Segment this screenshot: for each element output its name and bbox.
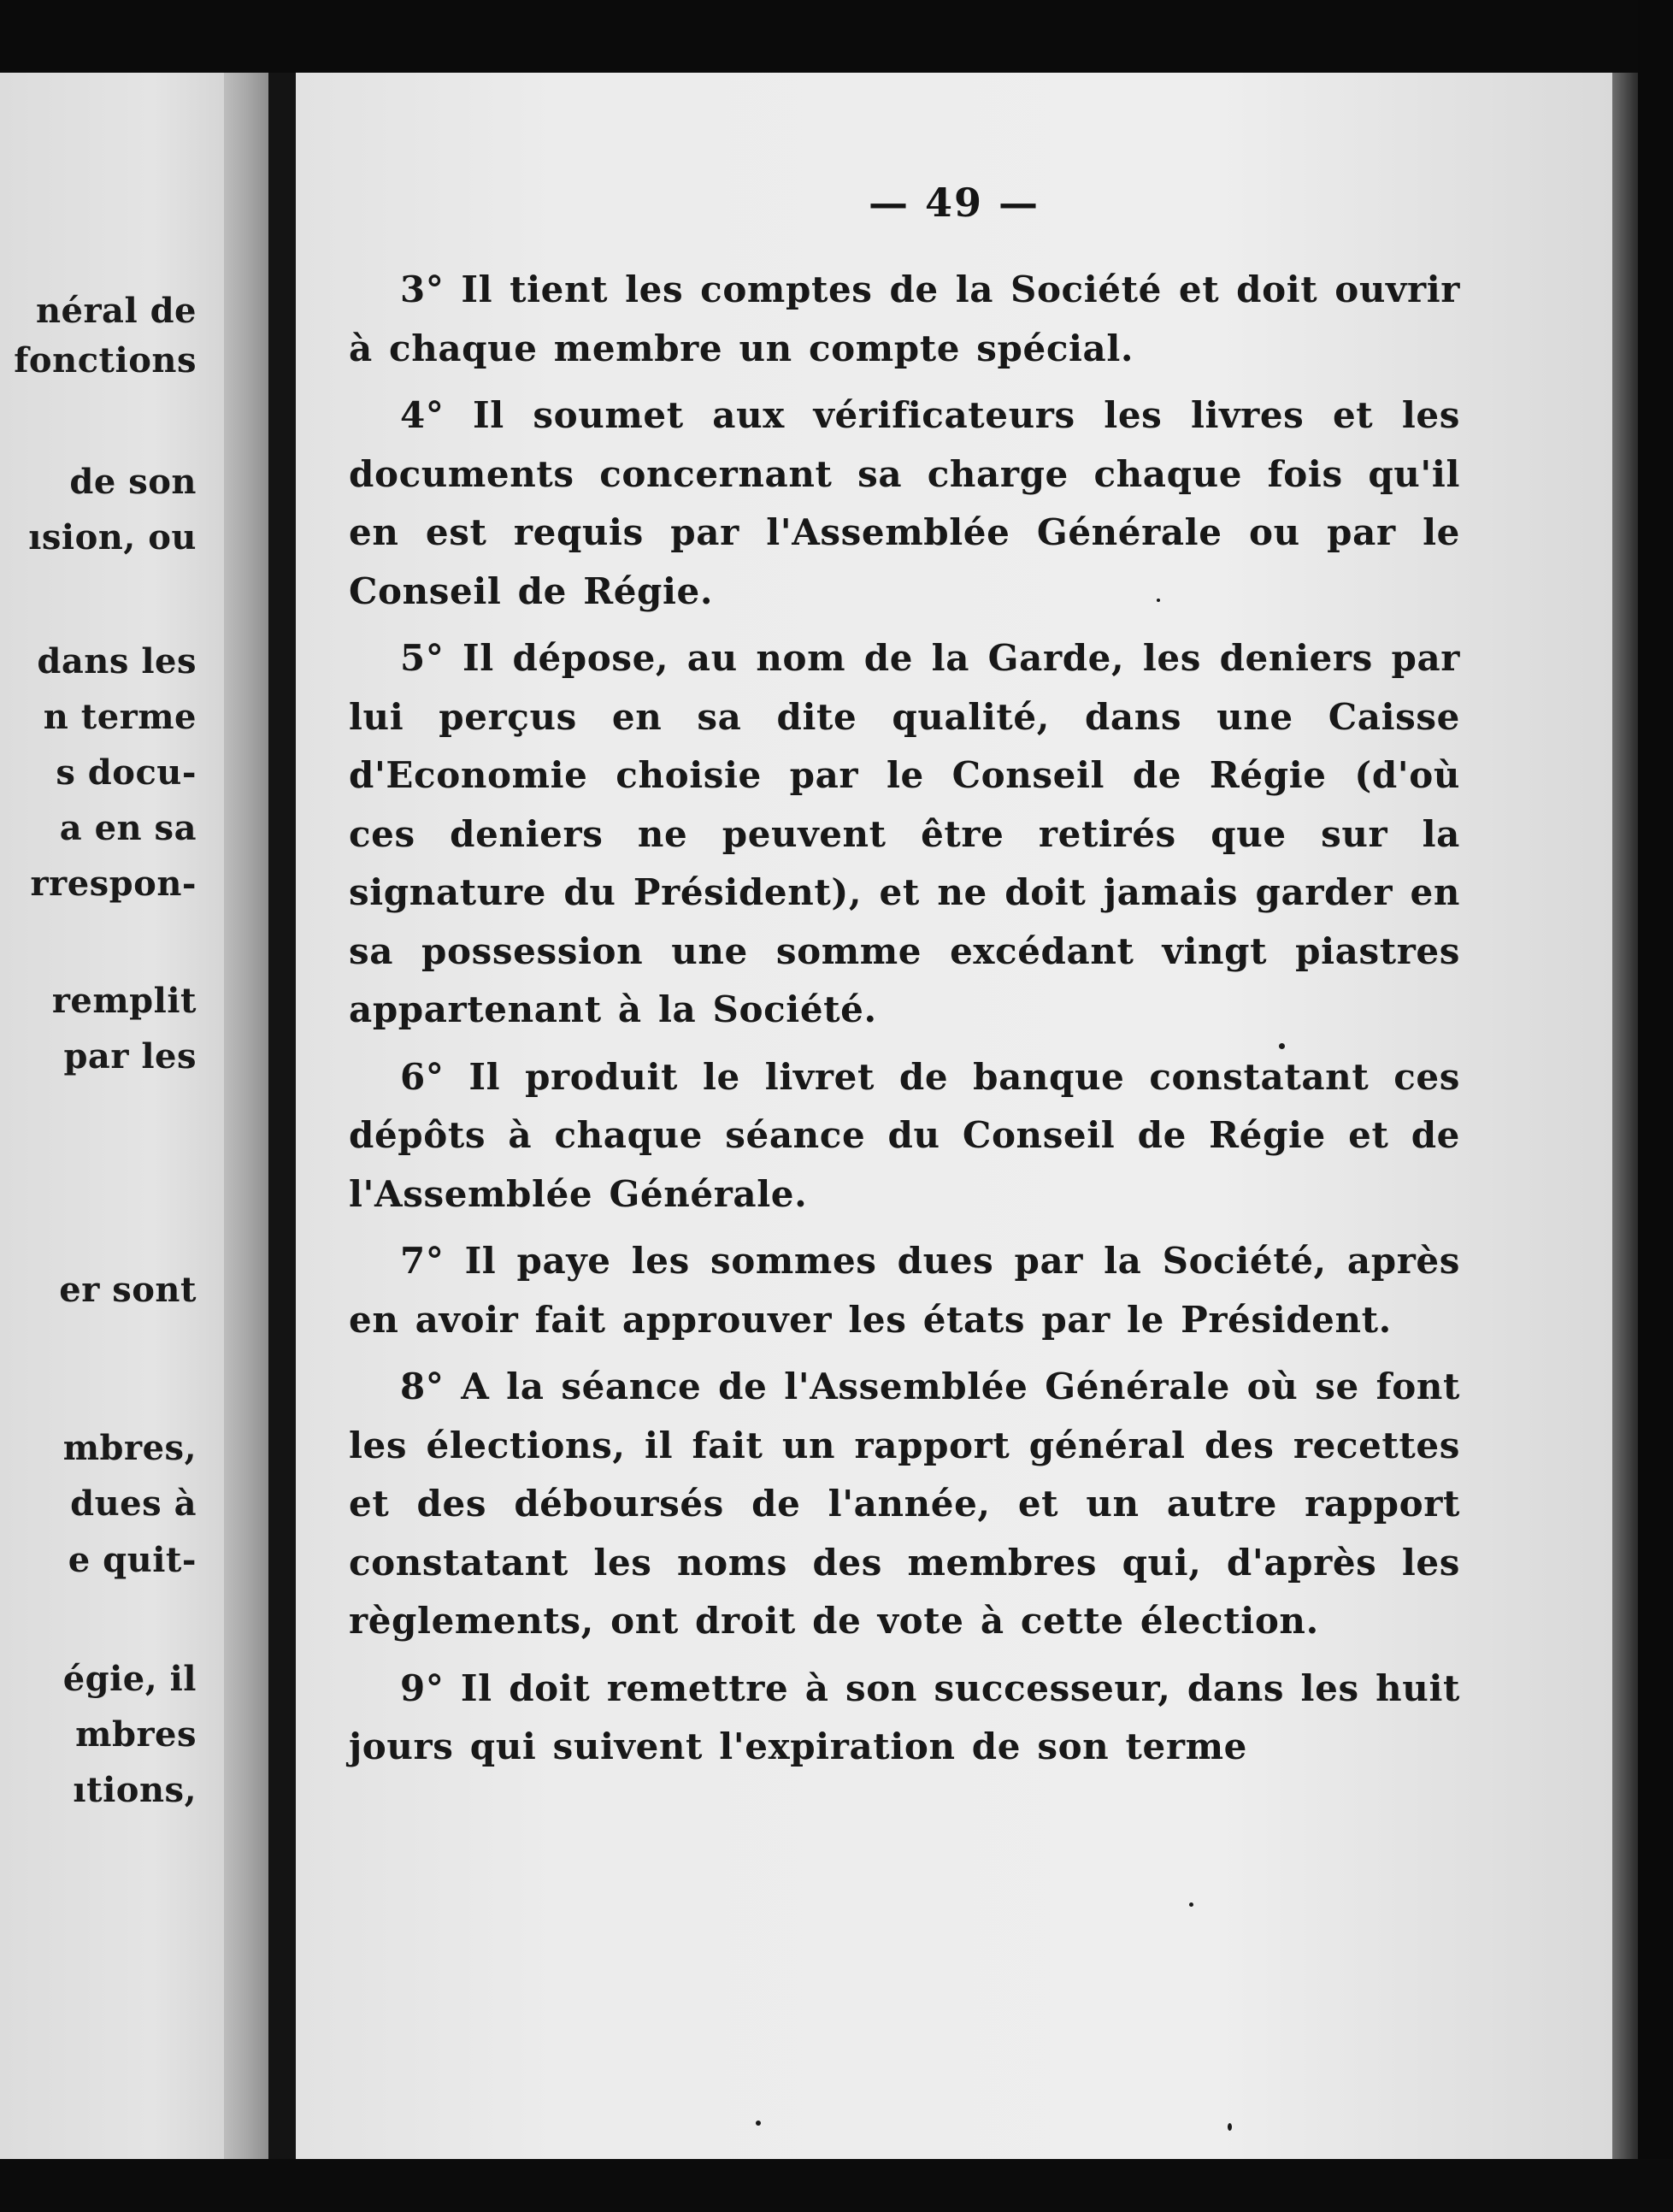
dust-speck (1228, 2123, 1232, 2131)
left-line: mbres, (62, 1428, 197, 1468)
left-line: ıtions, (73, 1770, 197, 1810)
right-scan-border (1638, 0, 1673, 2212)
main-page (296, 73, 1612, 2159)
left-line: s docu- (56, 752, 197, 793)
left-line: rrespon- (30, 864, 197, 904)
left-line: néral de (35, 291, 197, 331)
left-page-lines (0, 73, 197, 2159)
left-line: e quit- (68, 1540, 197, 1580)
paragraph-8: 8° A la séance de l'Assemblée Générale où se font les élections, il fait un rapport général des recettes et des déboursés de l'année, et un autre rapport constatant les noms des membres qui, d'après les règlements, ont droit de vote à cette élection. (349, 1366, 1460, 1642)
article-body (349, 261, 1460, 1785)
left-line: de son (69, 462, 197, 502)
paragraph-6: 6° Il produit le livret de banque constatant ces dépôts à chaque séance du Conseil de Régie et de l'Assemblée Générale. (349, 1055, 1460, 1215)
left-line: er sont (59, 1270, 197, 1310)
paragraph-9: 9° Il doit remettre à son successeur, dans les huit jours qui suivent l'expiration de son terme (349, 1666, 1460, 1767)
bottom-scan-border (0, 2159, 1673, 2212)
page-number: — 49 — (868, 180, 1040, 226)
dust-speck (1279, 1043, 1285, 1049)
paragraph-3: 3° Il tient les comptes de la Société et doit ouvrir à chaque membre un compte spécial. (349, 268, 1460, 369)
left-line: remplit (51, 981, 197, 1021)
book-gutter (268, 73, 296, 2159)
dust-speck (1189, 1902, 1193, 1907)
left-line: dues à (70, 1484, 197, 1524)
paragraph-4: 4° Il soumet aux vérificateurs les livres et les documents concernant sa charge chaque fois qu'il en est requis par l'Assemblée Générale ou par le Conseil de Régie. (349, 394, 1460, 612)
left-line: dans les (37, 641, 197, 681)
left-line: fonctions (14, 340, 197, 380)
paragraph-5: 5° Il dépose, au nom de la Garde, les deniers par lui perçus en sa dite qualité, dans une Caisse d'Economie choisie par le Conseil de Régie (d'où ces deniers ne peuvent être retirés que sur la signature du Président), et ne doit jamais garder en sa possession une somme excédant vingt piastres appartenant à la Société. (349, 637, 1460, 1030)
left-line: n terme (43, 697, 197, 737)
right-page-edge (1612, 73, 1638, 2159)
left-page-fragment (0, 73, 256, 2159)
left-page-edge (224, 73, 268, 2159)
top-scan-border (0, 0, 1673, 73)
left-line: a en sa (59, 808, 197, 848)
left-line: ısion, ou (28, 517, 197, 557)
paragraph-7: 7° Il paye les sommes dues par la Société, après en avoir fait approuver les états par le Président. (349, 1240, 1460, 1341)
dust-speck (756, 2121, 761, 2126)
left-line: par les (63, 1036, 197, 1077)
left-line: égie, il (62, 1659, 197, 1699)
dust-speck (1157, 599, 1160, 602)
left-line: mbres (75, 1714, 197, 1755)
